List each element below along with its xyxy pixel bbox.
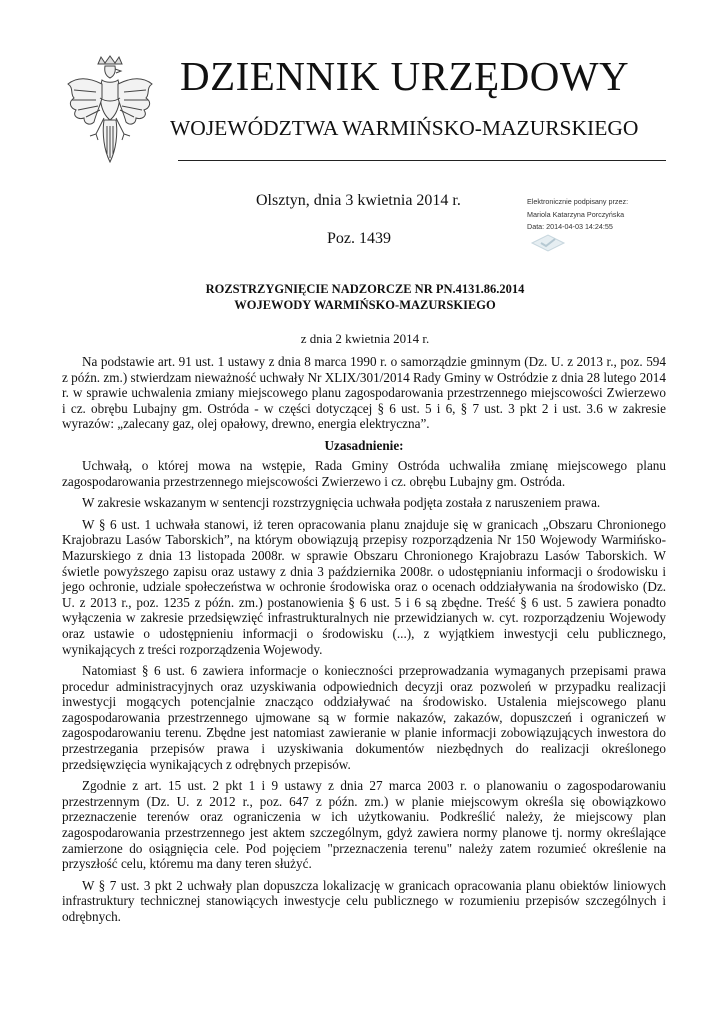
justification-heading: Uzasadnienie: [324, 437, 404, 453]
body-paragraph: Uchwałą, o której mowa na wstępie, Rada Gminy Ostróda uchwaliła zmianę miejscowego planu zagospodarowania przestrzennego miejscowości Zwierzewo i cz. obrębu Lubajny gm. Ostróda. [62, 457, 666, 489]
publication-place-date: Olsztyn, dnia 3 kwietnia 2014 r. [256, 192, 461, 209]
signature-check-icon [530, 233, 566, 253]
document-title-line-1: ROZSTRZYGNIĘCIE NADZORCZE NR PN.4131.86.2014 [205, 282, 525, 296]
journal-subtitle: WOJEWÓDZTWA WARMIŃSKO-MAZURSKIEGO [170, 116, 639, 140]
document-title-line-2: WOJEWODY WARMIŃSKO-MAZURSKIEGO [234, 298, 496, 312]
intro-paragraph: Na podstawie art. 91 ust. 1 ustawy z dnia 8 marca 1990 r. o samorządzie gminnym (Dz. U. z 2013 r., poz. 594 z późn. zm.) stwierdzam nieważność uchwały Nr XLIX/301/2014 Rady Gminy w Ostródzie z dnia 28 lutego 2014 r. w sprawie uchwalenia zmiany miejscowego planu zagospodarowania przestrzennego miejscowości Zwierzewo i cz. obrębu Lubajny gm. Ostróda - w części dotyczącej § 6 ust. 5 i 6, § 7 ust. 3 pkt 2 i ust. 3.6 w zakresie wyrazów: „zalecany gaz, olej opałowy, drewno, energia elektryczna”. [62, 354, 666, 432]
header-divider [178, 160, 666, 161]
polish-eagle-emblem-icon [60, 54, 160, 166]
signature-signer: Mariola Katarzyna Porczyńska [527, 209, 625, 219]
body-paragraph: Zgodnie z art. 15 ust. 2 pkt 1 i 9 ustawy z dnia 27 marca 2003 r. o planowaniu o zagospodarowaniu przestrzennym (Dz. U. z 2012 r., poz. 647 z późn. zm.) w planie miejscowym określa się obowiązkowo przeznaczenie terenów oraz ograniczenia w ich użytkowaniu. Podkreślić należy, że miejscowy plan zagospodarowania przestrzennego jest aktem szczególnym, gdyż zawiera normy planowe tj. normy określające zamierzone do osiągnięcia cele. Pod pojęciem "przeznaczenia terenu" należy zatem rozumieć określenie na przyszłość celu, któremu ma dany teren służyć. [62, 778, 666, 872]
document-date: z dnia 2 kwietnia 2014 r. [300, 331, 430, 346]
body-paragraph: W § 6 ust. 1 uchwała stanowi, iż teren opracowania planu znajduje się w granicach „Obszaru Chronionego Krajobrazu Lasów Taborskich”, na którym obowiązują przepisy rozporządzenia Nr 150 Wojewody Warmińsko- Mazurskiego z dnia 13 listopada 2008r. w sprawie Obszaru Chronionego Krajobrazu Lasów Taborskich. W świetle powyższego zapisu oraz ustawy z dnia 3 października 2008r. o udostępnianiu informacji o środowisku i jego ochronie, udziale społeczeństwa w ochronie środowiska oraz o ocenach oddziaływania na środowisko (Dz. U. z 2013 r., poz. 1235 z późn. zm.) postanowienia § 6 ust. 5 i 6 są zbędne. Treść § 6 ust. 5 zawiera ponadto wyłączenia w zakresie przedsięwzięć infrastrukturalnych nie przewidzianych w. cyt. rozporządzeniu Wojewody oraz ustawie o udostępnieniu informacji o środowisku (...), z wyjątkiem inwestycji celu publicznego, wynikających z treści rozporządzenia Wojewody. [62, 516, 666, 657]
document-body [62, 354, 666, 931]
body-paragraph: W § 7 ust. 3 pkt 2 uchwały plan dopuszcza lokalizację w granicach opracowania planu obiektów liniowych infrastruktury technicznej stanowiących inwestycje celu publicznego w rozumieniu przepisów szczególnych i odrębnych. [62, 877, 666, 924]
journal-title: DZIENNIK URZĘDOWY [180, 53, 630, 99]
signature-date: Data: 2014-04-03 14:24:55 [527, 222, 613, 231]
document-title [100, 281, 630, 313]
electronic-signature-block [527, 196, 657, 234]
position-number: Poz. 1439 [327, 230, 391, 247]
body-paragraph: Natomiast § 6 ust. 6 zawiera informacje o konieczności przeprowadzania wymaganych przepisami prawa procedur administracyjnych oraz uzyskiwania odpowiednich decyzji oraz pozwoleń w przypadku realizacji inwestycji mogących potencjalnie znacząco oddziaływać na środowisko. Ustalenia miejscowego planu zagospodarowania przestrzennego ujmowane są w formie nakazów, zakazów, dopuszczeń i ograniczeń w zagospodarowaniu terenu. Zbędne jest natomiast zawieranie w planie informacji zobowiązujących inwestora do przestrzegania przepisów prawa i uzyskiwania dokumentów niezbędnych do realizacji określonego przedsięwzięcia wynikających z odrębnych przepisów. [62, 663, 666, 772]
signature-label: Elektronicznie podpisany przez: [527, 197, 629, 206]
body-paragraph: W zakresie wskazanym w sentencji rozstrzygnięcia uchwała podjęta została z naruszeniem prawa. [82, 495, 601, 511]
